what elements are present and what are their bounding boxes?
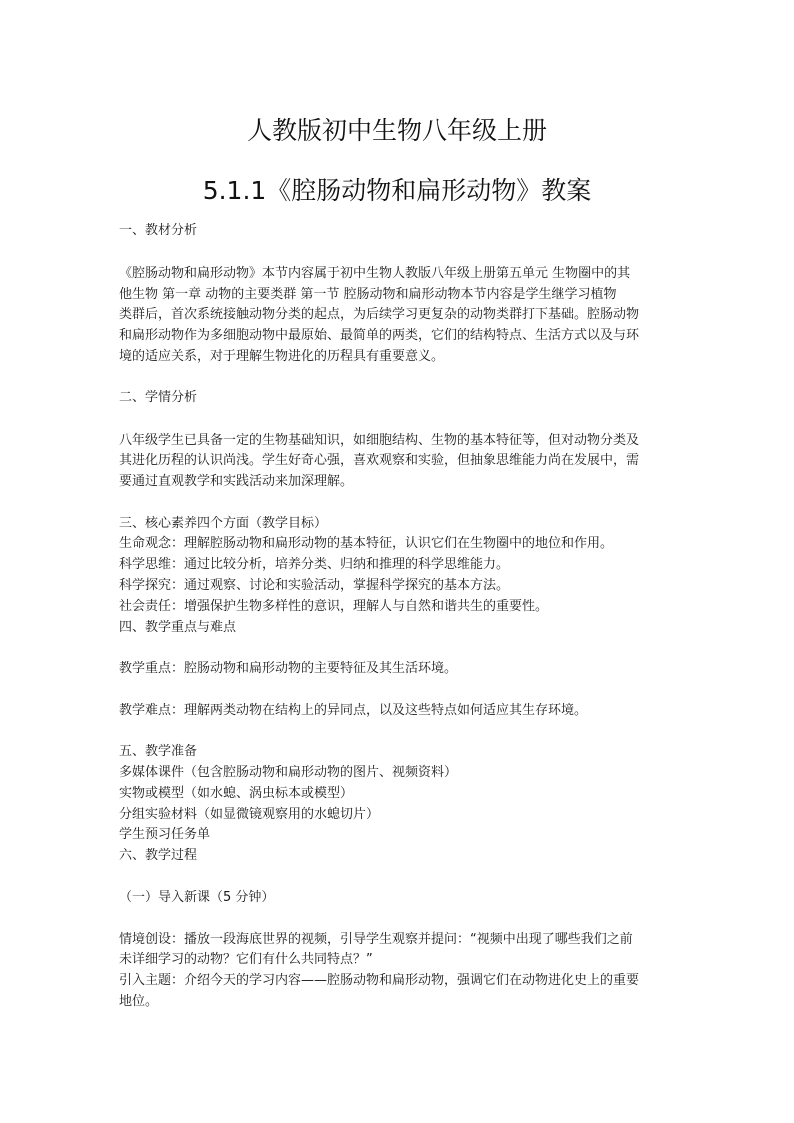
- section-heading-keypoints: 四、教学重点与难点: [119, 620, 237, 635]
- paragraph-line: 境的适应关系，对于理解生物进化的历程具有重要意义。: [119, 349, 445, 364]
- document-title: 人教版初中生物八年级上册: [246, 116, 547, 145]
- section-heading-prep: 五、教学准备: [119, 744, 198, 759]
- section-heading-literacy: 三、核心素养四个方面（教学目标）: [119, 516, 328, 531]
- paragraph-line: 类群后，首次系统接触动物分类的起点，为后续学习更复杂的动物类群打下基础。腔肠动物: [119, 307, 640, 322]
- document-subtitle: 5.1.1《腔肠动物和扁形动物》教案: [202, 176, 592, 205]
- paragraph-line: 他生物 第一章 动物的主要类群 第一节 腔肠动物和扁形动物本节内容是学生继学习植物: [119, 287, 617, 302]
- paragraph-line: 其进化历程的认识尚浅。学生好奇心强，喜欢观察和实验，但抽象思维能力尚在发展中，需: [119, 453, 640, 468]
- paragraph-line: 未详细学习的动物？它们有什么共同特点？”: [119, 952, 373, 967]
- difficulty-text: 教学难点：理解两类动物在结构上的异同点，以及这些特点如何适应其生存环境。: [119, 703, 588, 718]
- list-item: 科学探究：通过观察、讨论和实验活动，掌握科学探究的基本方法。: [119, 578, 510, 593]
- section-heading-learner: 二、学情分析: [119, 390, 198, 405]
- paragraph-line: 《腔肠动物和扁形动物》本节内容属于初中生物人教版八年级上册第五单元 生物圈中的其: [119, 266, 631, 281]
- paragraph-line: 要通过直观教学和实践活动来加深理解。: [119, 474, 354, 489]
- section-heading-process: 六、教学过程: [119, 848, 198, 863]
- section-heading-analysis: 一、教材分析: [119, 223, 198, 238]
- list-item: 学生预习任务单: [119, 827, 211, 842]
- keypoint-text: 教学重点：腔肠动物和扁形动物的主要特征及其生活环境。: [119, 661, 458, 676]
- paragraph-line: 八年级学生已具备一定的生物基础知识，如细胞结构、生物的基本特征等，但对动物分类及: [119, 433, 640, 448]
- list-item: 多媒体课件（包含腔肠动物和扁形动物的图片、视频资料）: [119, 765, 458, 780]
- paragraph-line: 情境创设：播放一段海底世界的视频，引导学生观察并提问：“视频中出现了哪些我们之前: [119, 932, 633, 947]
- subsection-heading-intro: （一）导入新课（5 分钟）: [119, 890, 275, 905]
- list-item: 分组实验材料（如显微镜观察用的水螅切片）: [119, 807, 380, 822]
- list-item: 实物或模型（如水螅、涡虫标本或模型）: [119, 786, 354, 801]
- list-item: 社会责任：增强保护生物多样性的意识，理解人与自然和谐共生的重要性。: [119, 599, 549, 614]
- paragraph-line: 地位。: [119, 994, 159, 1009]
- list-item: 生命观念：理解腔肠动物和扁形动物的基本特征，认识它们在生物圈中的地位和作用。: [119, 536, 614, 551]
- paragraph-line: 和扁形动物作为多细胞动物中最原始、最简单的两类，它们的结构特点、生活方式以及与环: [119, 328, 640, 343]
- list-item: 科学思维：通过比较分析，培养分类、归纳和推理的科学思维能力。: [119, 557, 510, 572]
- paragraph-line: 引入主题：介绍今天的学习内容——腔肠动物和扁形动物，强调它们在动物进化史上的重要: [119, 973, 640, 988]
